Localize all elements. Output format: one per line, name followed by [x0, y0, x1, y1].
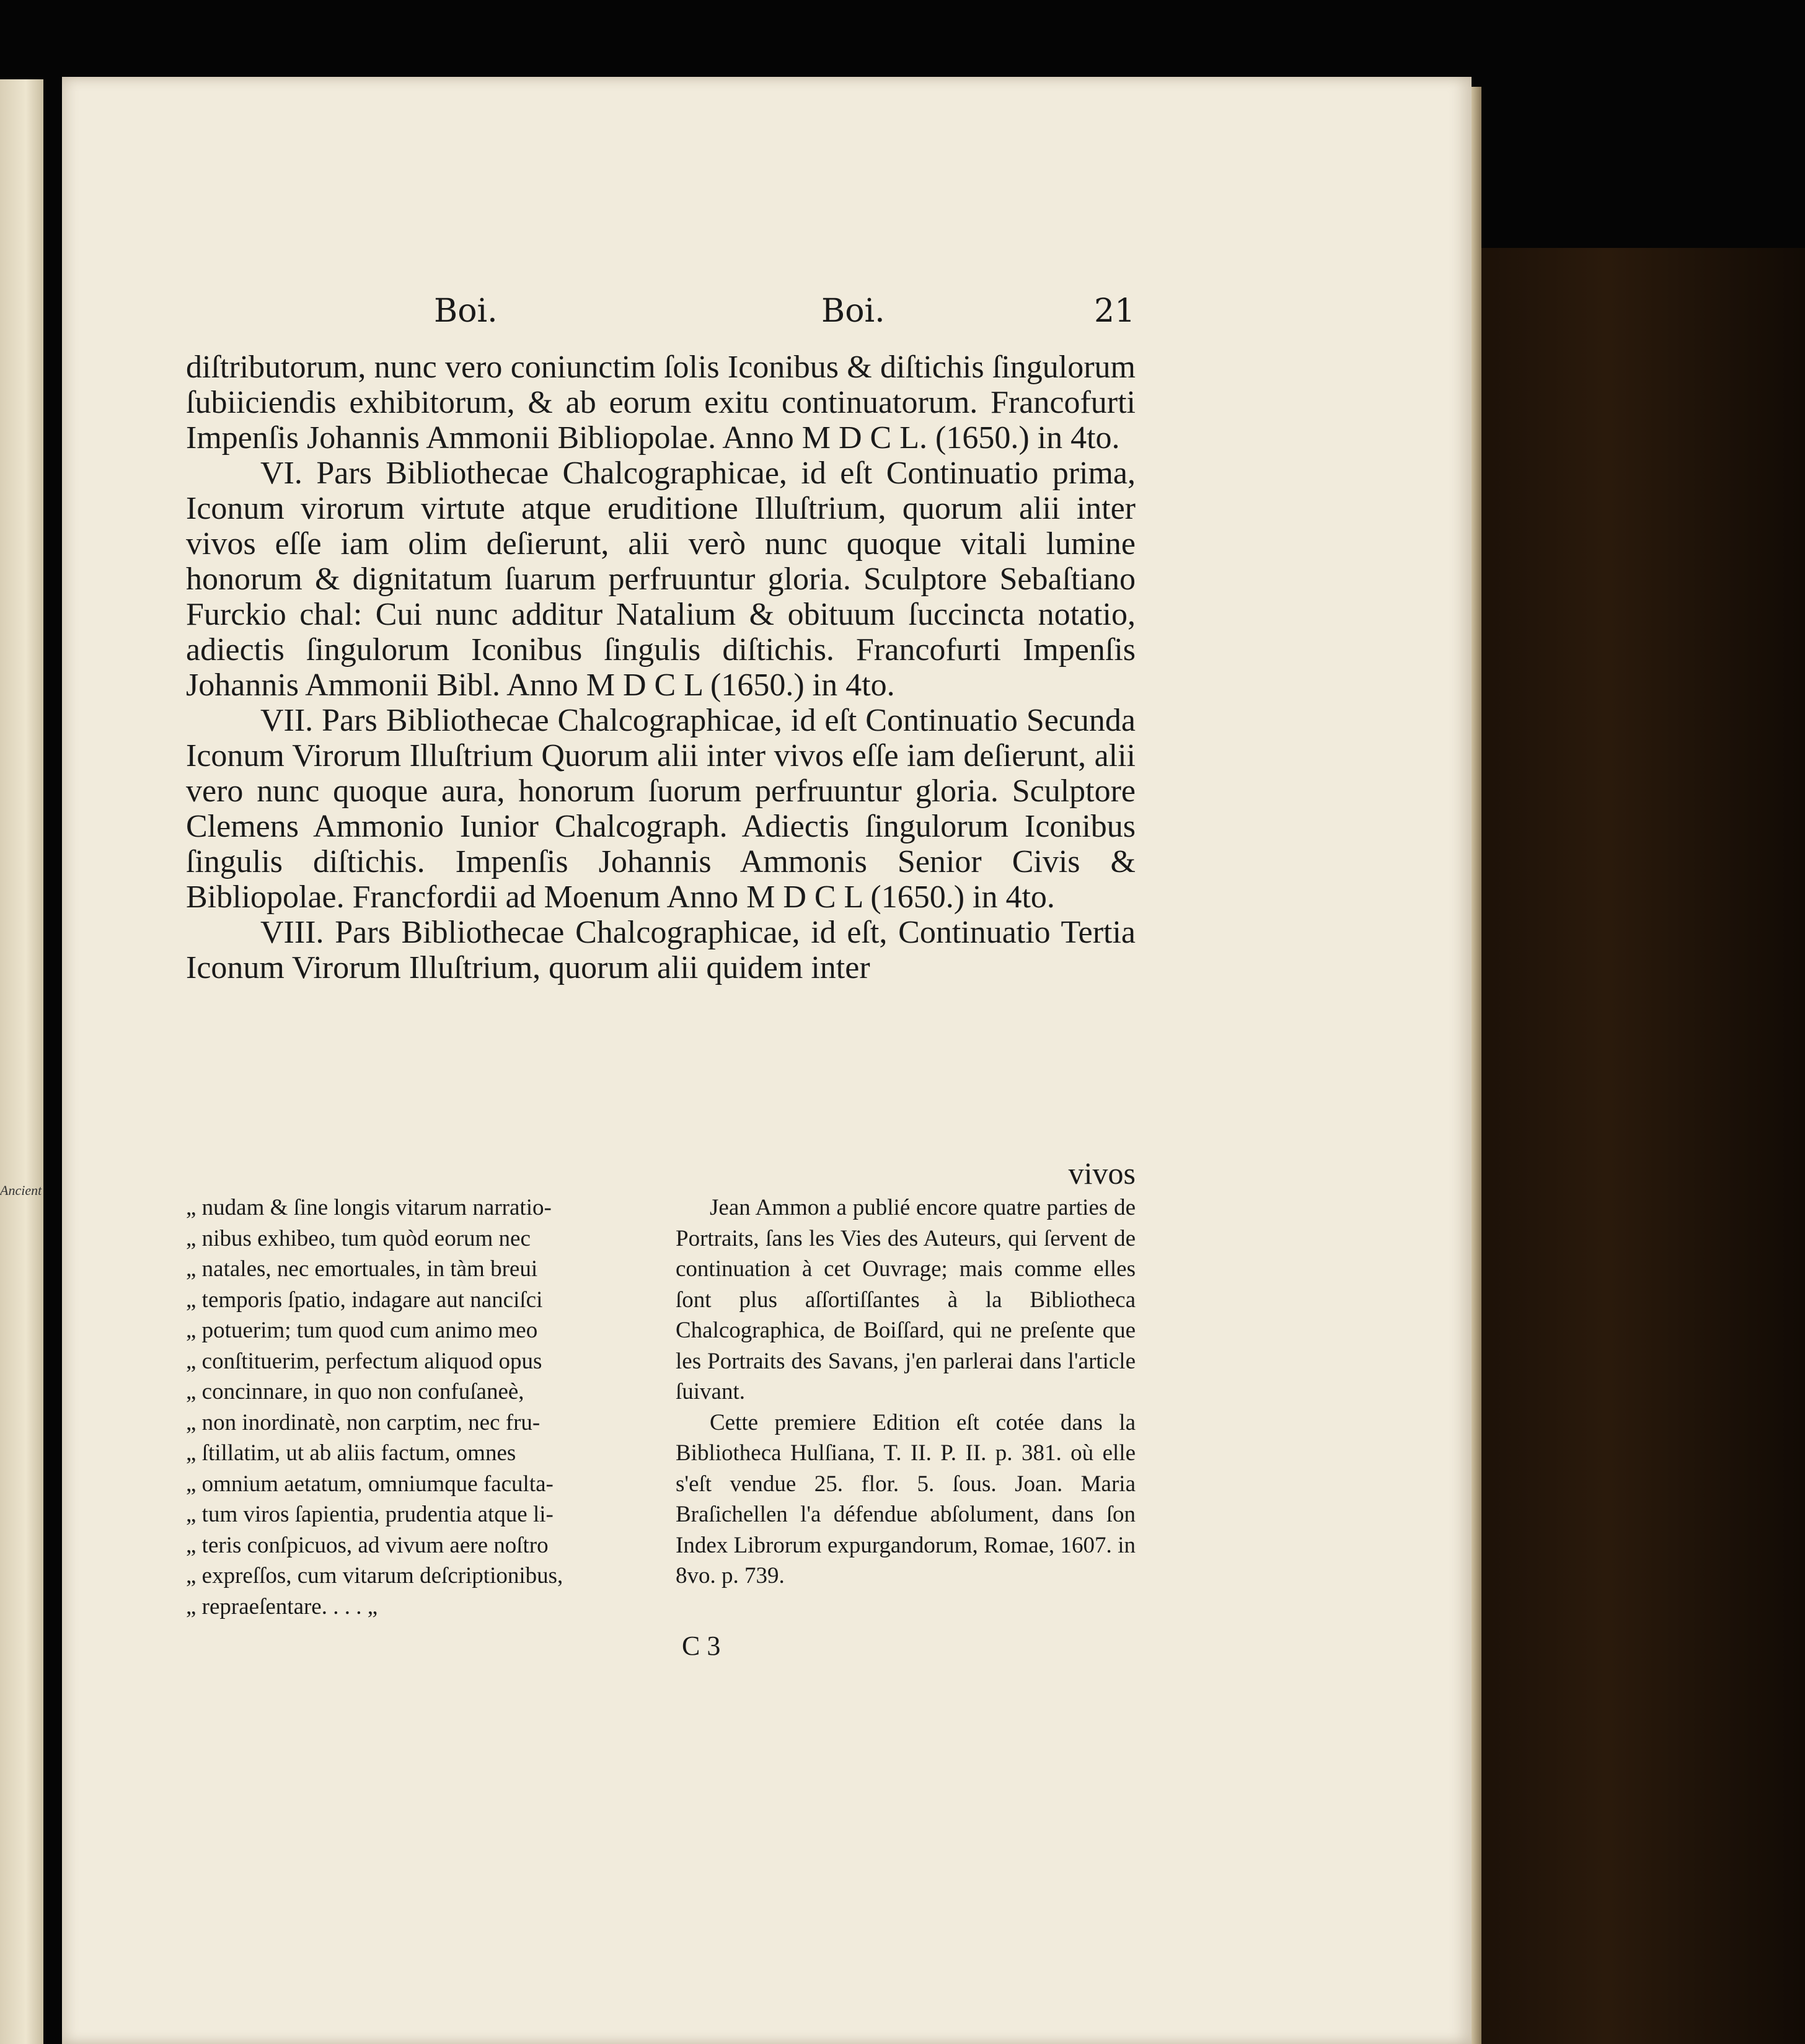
quote-line: „ nudam & ſine longis vitarum narratio-	[186, 1195, 552, 1220]
quote-line: „ natales, nec emortuales, in tàm breui	[186, 1256, 538, 1282]
quote-line: „ temporis ſpatio, indagare aut nanciſci	[186, 1287, 543, 1313]
right-footnote-column	[676, 1192, 1136, 1592]
left-footnote-column	[186, 1192, 648, 1622]
quote-line: „ ſtillatim, ut ab aliis factum, omnes	[186, 1440, 516, 1466]
main-text	[186, 350, 1136, 985]
quote-line: „ potuerim; tum quod cum animo meo	[186, 1318, 538, 1343]
quote-line: „ non inordinatè, non carptim, nec fru-	[186, 1409, 541, 1435]
signature-mark: C 3	[682, 1631, 721, 1661]
page-edge-right	[1472, 87, 1481, 2044]
dark-background-right	[1475, 248, 1805, 2044]
running-head-left: Boi.	[434, 293, 498, 330]
quote-line: „ omnium aetatum, omniumque faculta-	[186, 1471, 554, 1497]
catchword: vivos	[1068, 1156, 1136, 1191]
quote-line: „ tum viros ſapientia, prudentia atque li-	[186, 1502, 554, 1527]
french-note-paragraph: Cette premiere Edition eſt cotée dans la Bibliotheca Hulſiana, T. II. P. II. p. 381. où elle s'eſt vendue 25. flor. 5. ſous. Joan. Maria Braſichellen l'a défendue abſolument, dans ſon Index Librorum expurgandorum, Romae, 1607. in 8vo. p. 739.	[676, 1409, 1136, 1588]
running-head	[62, 293, 1472, 342]
french-note-paragraph: Jean Ammon a publié encore quatre parties de Portraits, ſans les Vies des Auteurs, qui ſervent de continuation à cet Ouvrage; mais comme elles ſont plus aſſortiſſantes à la Bibliotheca Chalcographica, de Boiſſard, qui ne preſente que les Portraits des Savans, j'en parlerai dans l'article ſuivant.	[676, 1195, 1136, 1404]
quote-line: „ nibus exhibeo, tum quòd eorum nec	[186, 1225, 531, 1251]
quote-line: „ conſtituerim, perfectum aliquod opus	[186, 1348, 542, 1374]
book-page	[62, 77, 1472, 2044]
quote-line: „ teris conſpicuos, ad vivum aere noſtro	[186, 1532, 549, 1558]
quote-line: „ repraeſentare. . . . „	[186, 1593, 378, 1619]
left-page-edge	[0, 79, 43, 2044]
running-head-middle: Boi.	[821, 293, 885, 330]
page-number: 21	[1094, 293, 1136, 330]
left-page-margin-note: Ancient	[0, 1183, 42, 1198]
paragraph-continued: diſtributorum, nunc vero coniunctim ſolis Iconibus & diſtichis ſingulorum ſubiiciendis exhibitorum, & ab eorum exitu continuatorum. Francofurti Impenſis Johannis Ammonii Bibliopolae. Anno M D C L. (1650.) in 4to.	[186, 350, 1136, 456]
paragraph-vi: VI. Pars Bibliothecae Chalcographicae, id eſt Continuatio prima, Iconum virorum virtute atque eruditione Illuſtrium, quorum alii inter vivos eſſe iam olim deſierunt, alii verò nunc quoque vitali lumine honorum & dignitatum ſuarum perfruuntur gloria. Sculptore Sebaſtiano Furckio chal: Cui nunc additur Natalium & obituum ſuccincta notatio, adiectis ſingulorum Iconibus ſingulis diſtichis. Francofurti Impenſis Johannis Ammonii Bibl. Anno M D C L (1650.) in 4to.	[186, 456, 1136, 703]
paragraph-vii: VII. Pars Bibliothecae Chalcographicae, id eſt Continuatio Secunda Iconum Virorum Illuſtrium Quorum alii inter vivos eſſe iam deſierunt, alii vero nunc quoque aura, honorum ſuorum perfruuntur gloria. Sculptore Clemens Ammonio Iunior Chalcograph. Adiectis ſingulorum Iconibus ſingulis diſtichis. Impenſis Johannis Ammonis Senior Civis & Bibliopolae. Francfordii ad Moenum Anno M D C L (1650.) in 4to.	[186, 703, 1136, 915]
paragraph-viii: VIII. Pars Bibliothecae Chalcographicae, id eſt, Continuatio Tertia Iconum Virorum Illuſtrium, quorum alii quidem inter	[186, 915, 1136, 985]
quote-line: „ concinnare, in quo non confuſaneè,	[186, 1379, 524, 1404]
quote-line: „ expreſſos, cum vitarum deſcriptionibus,	[186, 1563, 563, 1588]
